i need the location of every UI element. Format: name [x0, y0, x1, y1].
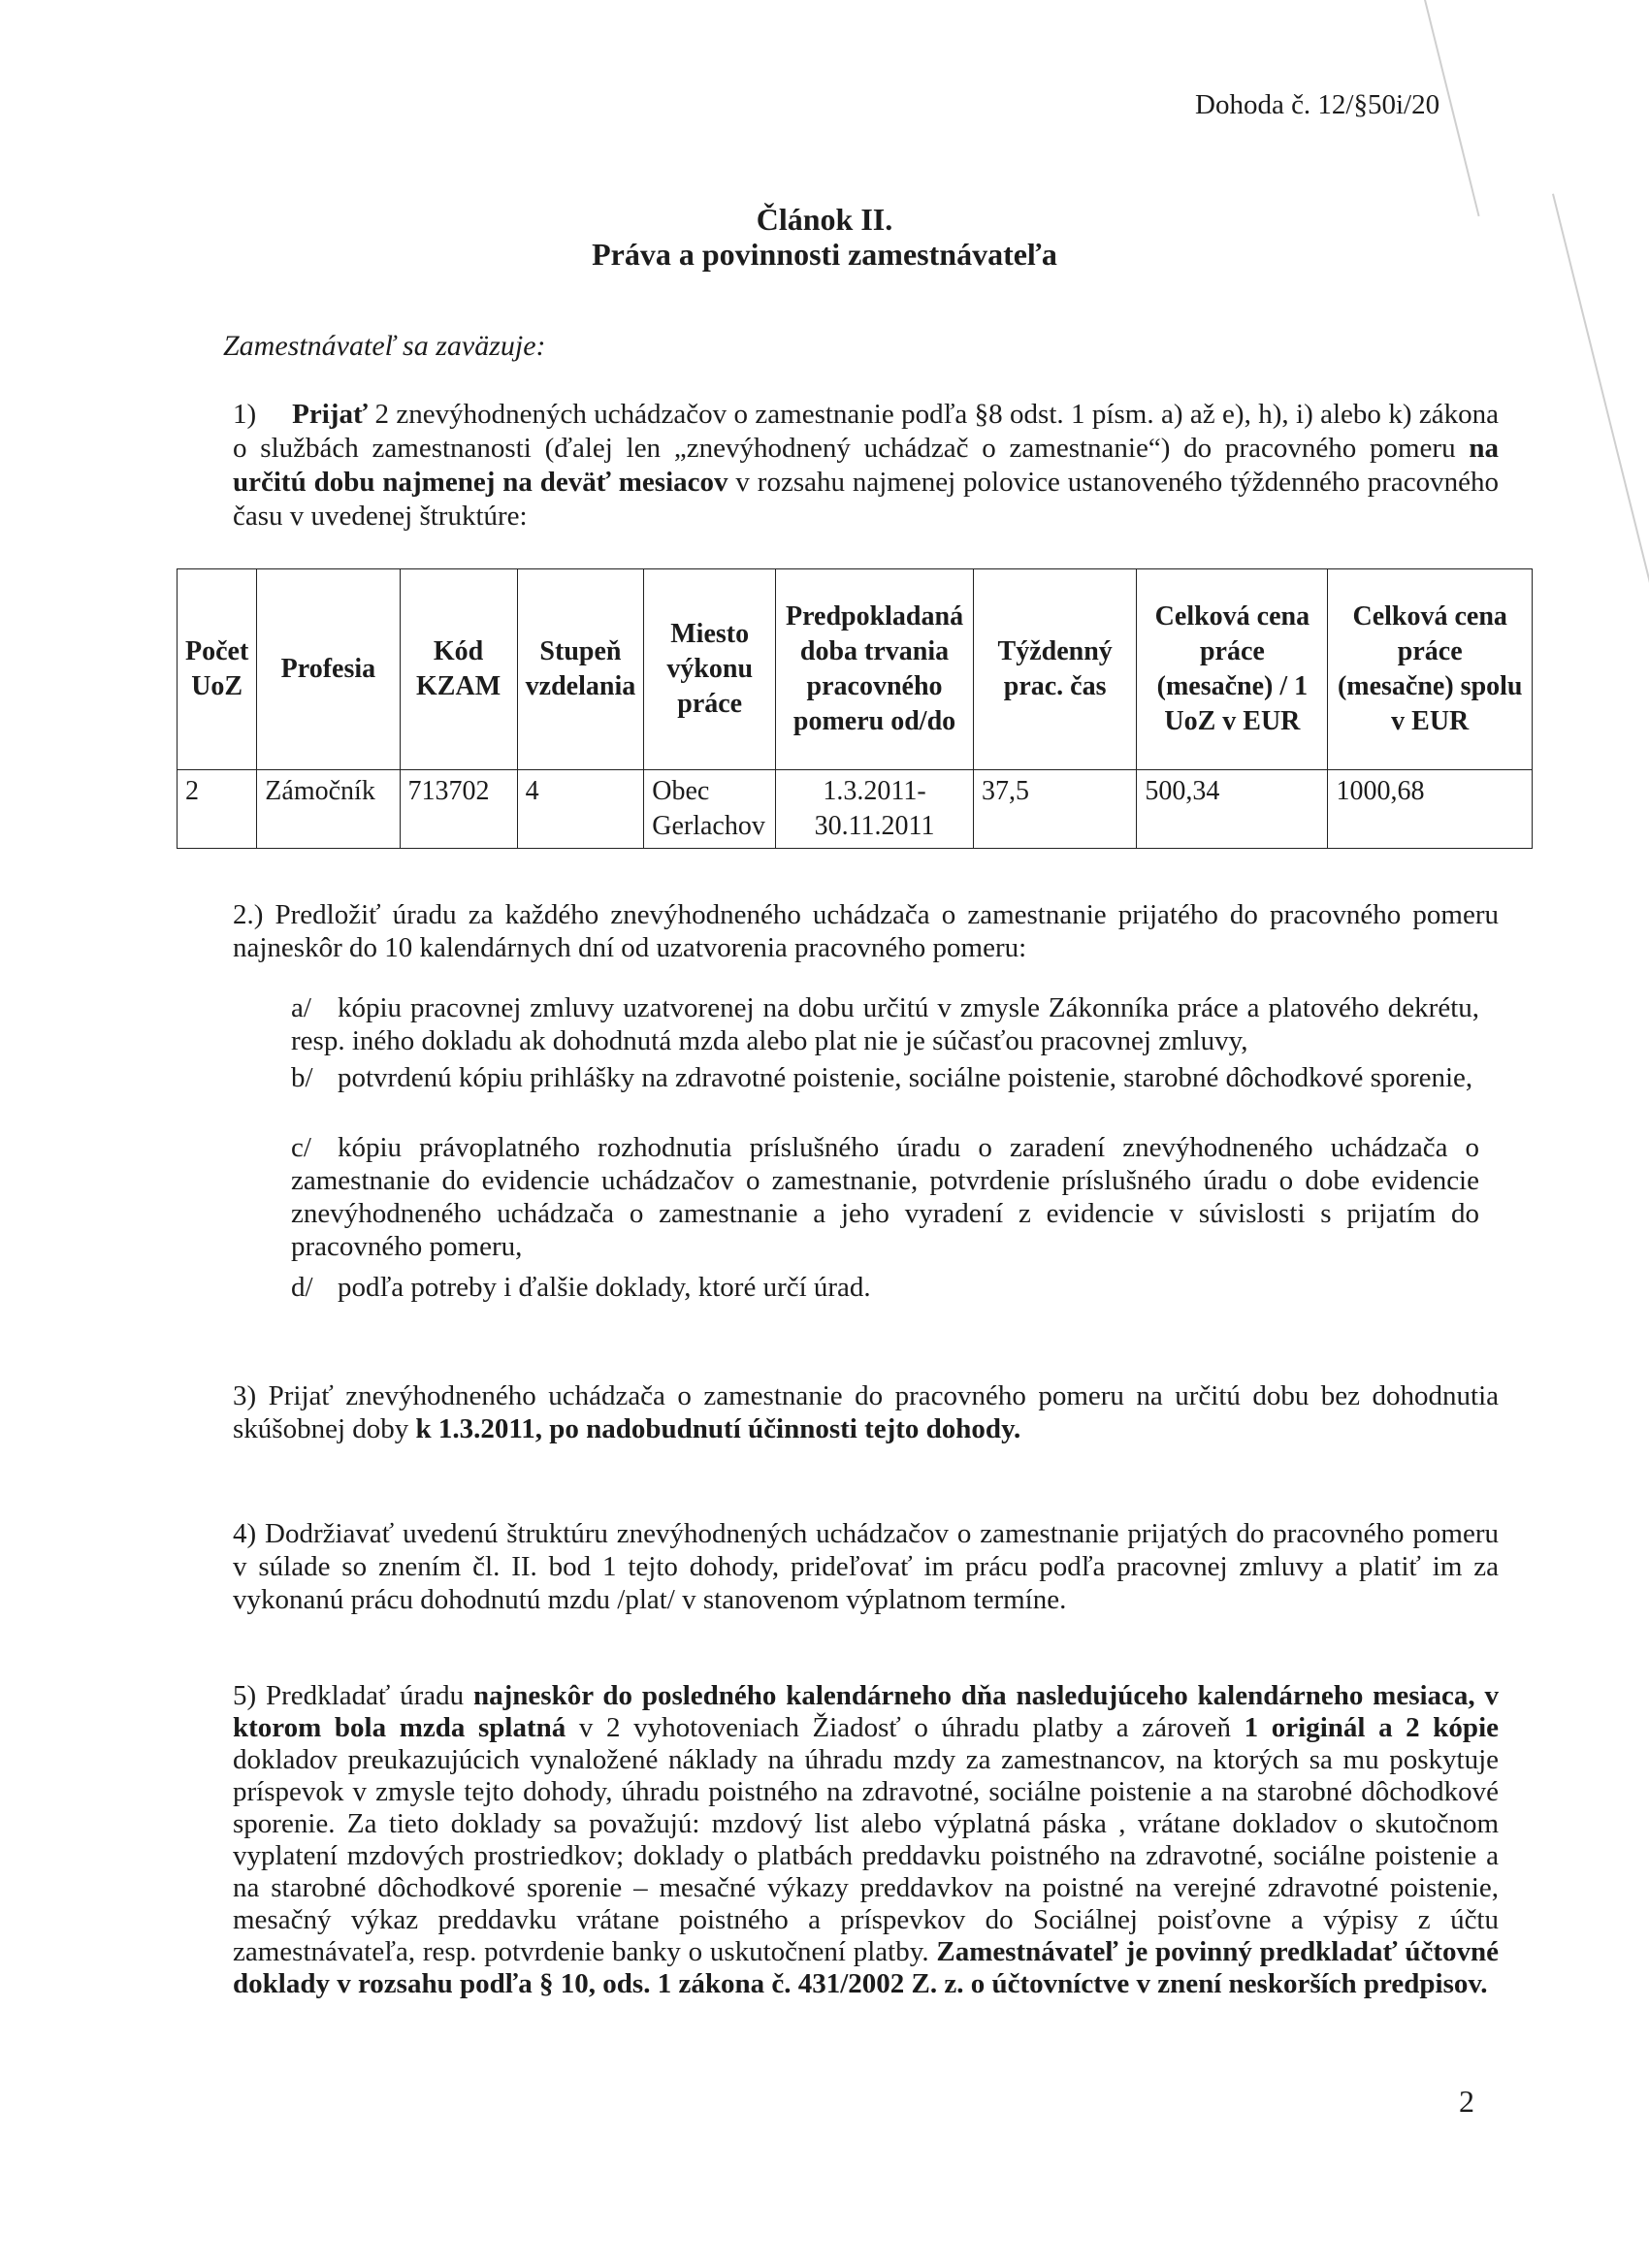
- table-header-row: [178, 569, 1533, 770]
- table-cell: 713702: [400, 770, 517, 849]
- table-cell: 37,5: [973, 770, 1136, 849]
- list-item-mark: a/: [291, 992, 311, 1023]
- paragraph-5-bold2: 1 originál a 2 kópie: [1244, 1712, 1499, 1743]
- list-item-mark: c/: [291, 1132, 311, 1163]
- table-cell: Obec Gerlachov: [644, 770, 776, 849]
- paragraph-1-bold1: Prijať: [292, 399, 369, 430]
- article-title: Práva a povinnosti zamestnávateľa: [592, 237, 1057, 272]
- table-header-cell: Celková cena práce (mesačne) / 1 UoZ v EUR: [1137, 569, 1328, 770]
- list-item-text: podľa potreby i ďalšie doklady, ktoré určí úrad.: [338, 1272, 871, 1303]
- table-cell: 2: [178, 770, 257, 849]
- paragraph-1: [233, 398, 1499, 534]
- list-item-mark: d/: [291, 1272, 313, 1303]
- paragraph-5-bold1: najneskôr do posledného kalendárneho dňa nasledujúceho kalendárneho mesiaca, v ktorom bola mzda splatná: [233, 1680, 1499, 1743]
- table-cell: 500,34: [1137, 770, 1328, 849]
- table-header-cell: Predpokladaná doba trvania pracovného pomeru od/do: [776, 569, 974, 770]
- paragraph-1-num: 1): [233, 399, 257, 430]
- employment-structure-table: [177, 568, 1533, 849]
- paragraph-5: [233, 1680, 1499, 2000]
- table-header-cell: Počet UoZ: [178, 569, 257, 770]
- table-cell: 4: [517, 770, 644, 849]
- paragraph-2: 2.) Predložiť úradu za každého znevýhodneného uchádzača o zamestnanie prijatého do pracovného pomeru najneskôr do 10 kalendárnych dní od uzatvorenia pracovného pomeru:: [233, 899, 1499, 963]
- paragraph-1-bold2: na určitú dobu najmenej na deväť mesiacov: [233, 433, 1499, 498]
- list-item-text: potvrdenú kópiu prihlášky na zdravotné poistenie, sociálne poistenie, starobné dôchodkové sporenie,: [338, 1062, 1473, 1093]
- page-number: 2: [1459, 2084, 1474, 2119]
- intro-text: Zamestnávateľ sa zaväzuje:: [223, 330, 546, 362]
- list-item: [291, 1131, 1479, 1263]
- paragraph-3: [233, 1379, 1499, 1445]
- paragraph-1-text2: v rozsahu najmenej polovice ustanoveného týždenného pracovného času v uvedenej štruktúre:: [233, 467, 1499, 532]
- table-row: [178, 770, 1533, 849]
- paragraph-4: 4) Dodržiavať uvedenú štruktúru znevýhodnených uchádzačov o zamestnanie prijatých do pracovného pomeru v súlade so znením čl. II. bod 1 tejto dohody, prideľovať im prácu podľa pracovnej zmluvy a platiť im za vykonanú prácu dohodnutú mzdu /plat/ v stanovenom výplatnom termíne.: [233, 1518, 1499, 1615]
- paragraph-3-bold: k 1.3.2011, po nadobudnutí účinnosti tejto dohody.: [415, 1413, 1021, 1444]
- table-cell: 1000,68: [1328, 770, 1533, 849]
- table-header-cell: Kód KZAM: [400, 569, 517, 770]
- table-header-cell: Týždenný prac. čas: [973, 569, 1136, 770]
- list-item-text: kópiu právoplatného rozhodnutia príslušného úradu o zaradení znevýhodneného uchádzača o zamestnanie do evidencie uchádzačov o zamestnanie, potvrdenie príslušného úradu o dobe evidencie znevýhodneného uchádzača o zamestnanie a jeho vyradení z evidencie v súvislosti s prijatím do pracovného pomeru,: [291, 1132, 1479, 1262]
- paragraph-5-text2: v 2 vyhotoveniach Žiadosť o úhradu platby a zároveň: [566, 1712, 1245, 1743]
- table-header-cell: Stupeň vzdelania: [517, 569, 644, 770]
- paragraph-5-text3: dokladov preukazujúcich vynaložené náklady na úhradu mzdy za zamestnancov, na ktorých sa mu poskytuje príspevok v zmysle tejto dohody, úhradu poistného na zdravotné, sociálne poistenie a na starobné dôchodkové sporenie. Za tieto doklady sa považujú: mzdový list alebo výplatná páska , vrátane dokladov o skutočnom vyplatení mzdových prostriedkov; doklady o platbách preddavku poistného na zdravotné, sociálne poistenie a na starobné dôchodkové sporenie – mesačné výkazy preddavkov na poistné na verejné zdravotné poistenie, mesačný výkaz preddavku vrátane poistného a príspevkov do Sociálnej poisťovne a výpisy z účtu zamestnávateľa, resp. potvrdenie banky o uskutočnení platby.: [233, 1744, 1499, 1967]
- list-item: [291, 1271, 1479, 1304]
- agreement-reference: Dohoda č. 12/§50i/20: [1195, 89, 1440, 120]
- table-header-cell: Celková cena práce (mesačne) spolu v EUR: [1328, 569, 1533, 770]
- table-header-cell: Profesia: [257, 569, 400, 770]
- article-number: Článok II.: [756, 202, 893, 237]
- list-item-text: kópiu pracovnej zmluvy uzatvorenej na dobu určitú v zmysle Zákonníka práce a platového dekrétu, resp. iného dokladu ak dohodnutá mzda alebo plat nie je súčasťou pracovnej zmluvy,: [291, 992, 1479, 1056]
- list-item-mark: b/: [291, 1062, 313, 1093]
- table-header-cell: Miesto výkonu práce: [644, 569, 776, 770]
- table-cell: 1.3.2011- 30.11.2011: [776, 770, 974, 849]
- paragraph-3-text: 3) Prijať znevýhodneného uchádzača o zamestnanie do pracovného pomeru na určitú dobu bez dohodnutia skúšobnej doby: [233, 1380, 1499, 1444]
- table-cell: Zámočník: [257, 770, 400, 849]
- paragraph-5-text1: 5) Predkladať úradu: [233, 1680, 473, 1711]
- list-item: [291, 991, 1479, 1057]
- paragraph-1-text1: 2 znevýhodnených uchádzačov o zamestnanie podľa §8 odst. 1 písm. a) až e), h), i) alebo k) zákona o službách zamestnanosti (ďalej len „znevýhodnený uchádzač o zamestnanie“) do pracovného pomeru: [233, 399, 1499, 464]
- list-item: [291, 1061, 1479, 1094]
- paragraph-5-bold3: Zamestnávateľ je povinný predkladať účtovné doklady v rozsahu podľa § 10, ods. 1 zákona č. 431/2002 Z. z. o účtovníctve v znení neskorších predpisov.: [233, 1936, 1499, 1999]
